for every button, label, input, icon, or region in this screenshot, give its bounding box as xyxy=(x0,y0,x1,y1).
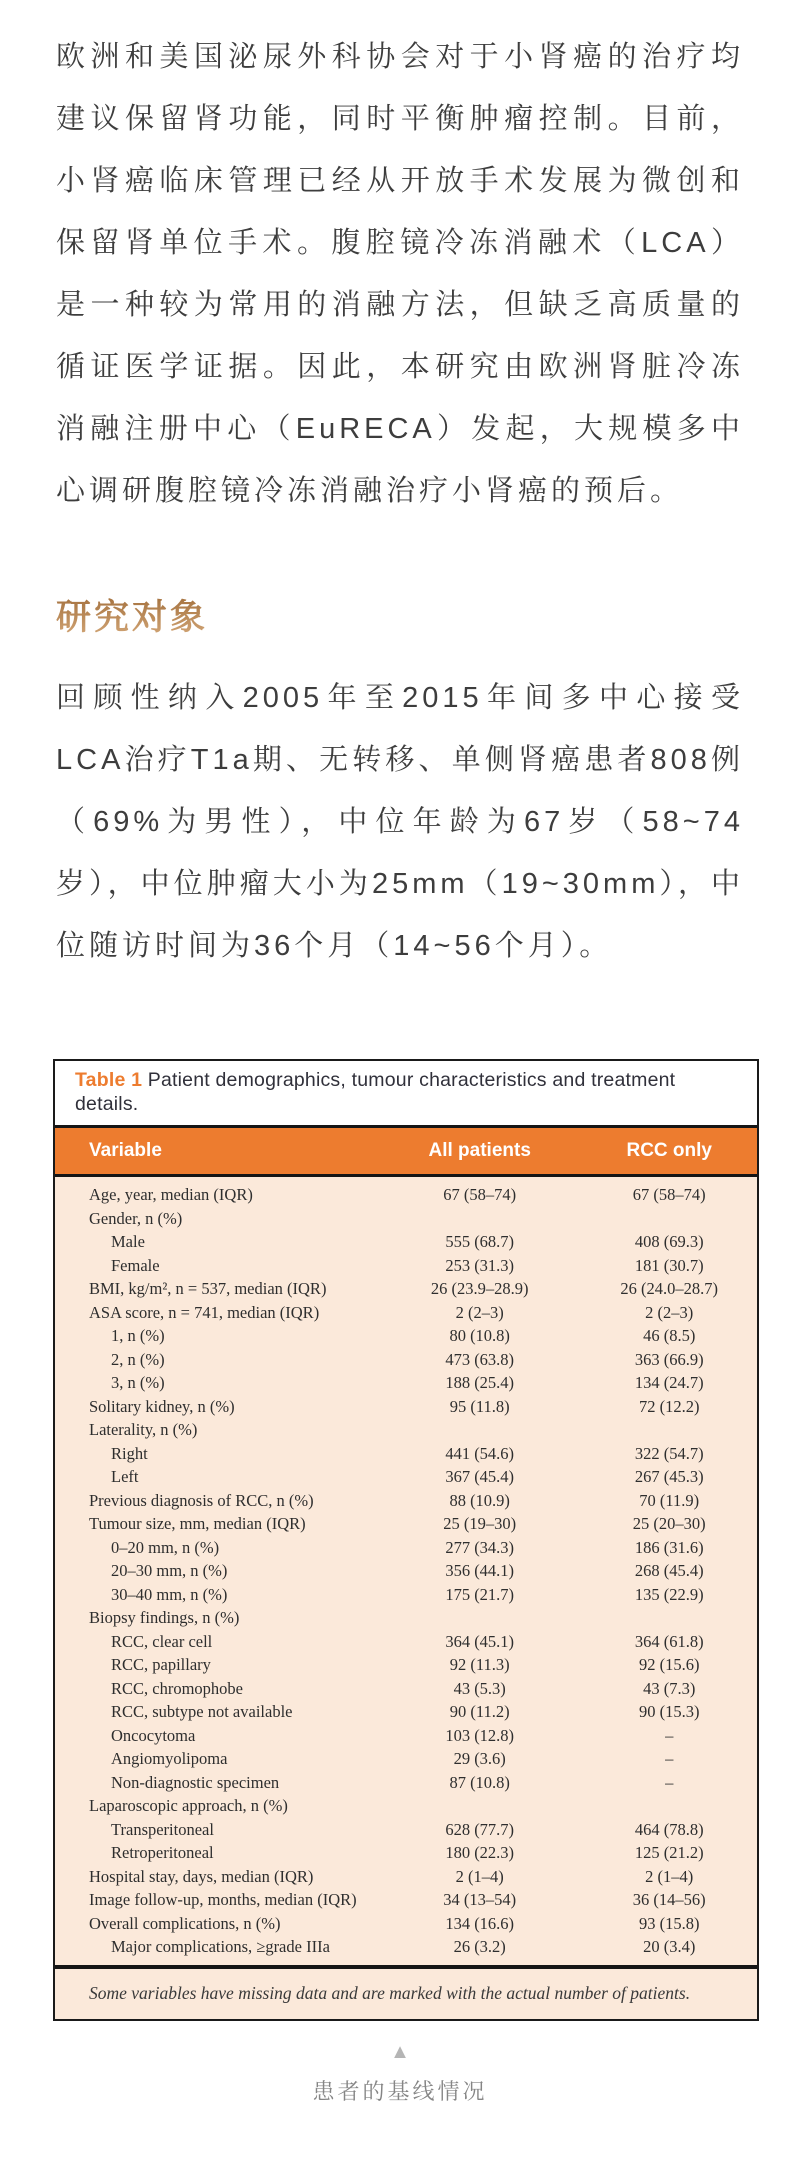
row-value-rcc-only: 25 (20–30) xyxy=(632,1514,706,1533)
row-value-rcc-only: 408 (69.3) xyxy=(634,1232,704,1251)
table1-figure xyxy=(53,1059,759,2021)
row-label: Laparoscopic approach, n (%) xyxy=(89,1796,288,1815)
row-value-all-patients: 95 (11.8) xyxy=(449,1396,510,1416)
row-label: Image follow-up, months, median (IQR) xyxy=(89,1890,357,1909)
row-label: Laterality, n (%) xyxy=(89,1420,198,1439)
table-row xyxy=(55,1418,757,1442)
row-value-all-patients: 628 (77.7) xyxy=(445,1819,515,1839)
table-row xyxy=(55,1301,757,1325)
table-row xyxy=(55,1395,757,1419)
table-row xyxy=(55,1230,757,1254)
row-label: 2, n (%) xyxy=(111,1349,165,1369)
table-row xyxy=(55,1442,757,1466)
row-value-all-patients: 34 (13–54) xyxy=(443,1890,517,1909)
table-footnote: Some variables have missing data and are marked with the actual number of patients. xyxy=(55,1965,757,2019)
column-header-variable: Variable xyxy=(89,1140,162,1161)
arrow-up-icon: ▲ xyxy=(390,2040,410,2063)
row-value-rcc-only: 268 (45.4) xyxy=(634,1561,704,1580)
row-value-all-patients: 555 (68.7) xyxy=(445,1232,515,1251)
table-row xyxy=(55,1818,757,1842)
row-value-rcc-only xyxy=(581,1418,757,1442)
cohort-paragraph: 回顾性纳入2005年至2015年间多中心接受LCA治疗T1a期、无转移、单侧肾癌患者808例（69%为男性），中位年龄为67岁（58~74岁），中位肿瘤大小为25mm（19~30mm），中位随访时间为36个月（14~56个月）。 xyxy=(56,682,744,962)
row-label: Female xyxy=(111,1255,160,1275)
row-label: 20–30 mm, n (%) xyxy=(111,1561,228,1580)
table-row xyxy=(55,1865,757,1889)
row-label: RCC, clear cell xyxy=(111,1631,213,1651)
row-value-rcc-only: 72 (12.2) xyxy=(638,1396,700,1416)
row-value-all-patients: 277 (34.3) xyxy=(445,1537,515,1557)
row-value-rcc-only xyxy=(581,1794,757,1818)
row-label: 3, n (%) xyxy=(111,1373,165,1392)
row-value-all-patients xyxy=(378,1606,582,1630)
row-value-all-patients: 364 (45.1) xyxy=(445,1631,515,1651)
row-value-all-patients: 80 (10.8) xyxy=(449,1326,510,1345)
row-value-all-patients: 188 (25.4) xyxy=(445,1373,515,1392)
row-value-all-patients xyxy=(378,1207,582,1231)
row-value-rcc-only: 2 (2–3) xyxy=(645,1302,694,1322)
row-value-rcc-only: – xyxy=(665,1772,674,1792)
row-label: Age, year, median (IQR) xyxy=(89,1185,253,1204)
row-value-rcc-only: 322 (54.7) xyxy=(634,1443,704,1463)
row-label: 30–40 mm, n (%) xyxy=(111,1584,228,1604)
row-label: Right xyxy=(111,1443,148,1463)
table-row xyxy=(55,1747,757,1771)
table-row xyxy=(55,1606,757,1630)
table-header-row xyxy=(55,1125,757,1177)
table-row xyxy=(55,1583,757,1607)
table-row xyxy=(55,1536,757,1560)
table-row xyxy=(55,1183,757,1207)
figure-caption xyxy=(0,2041,800,2106)
row-value-rcc-only: 43 (7.3) xyxy=(643,1678,696,1698)
row-value-all-patients: 473 (63.8) xyxy=(445,1349,515,1369)
row-label: RCC, subtype not available xyxy=(111,1702,293,1721)
row-value-all-patients: 2 (1–4) xyxy=(455,1866,504,1886)
table-row xyxy=(55,1630,757,1654)
row-value-all-patients: 67 (58–74) xyxy=(443,1185,517,1204)
table-row xyxy=(55,1888,757,1912)
caption-text: 患者的基线情况 xyxy=(312,2078,488,2104)
row-label: Male xyxy=(111,1232,145,1251)
row-value-rcc-only: 26 (24.0–28.7) xyxy=(620,1279,719,1298)
row-value-all-patients: 441 (54.6) xyxy=(445,1443,515,1463)
table-row xyxy=(55,1677,757,1701)
table-row xyxy=(55,1935,757,1959)
row-value-rcc-only: 135 (22.9) xyxy=(634,1584,704,1604)
row-label: Overall complications, n (%) xyxy=(89,1913,281,1933)
row-value-all-patients: 367 (45.4) xyxy=(445,1467,515,1486)
table-row xyxy=(55,1489,757,1513)
row-value-rcc-only: 125 (21.2) xyxy=(634,1843,704,1862)
row-value-rcc-only: 267 (45.3) xyxy=(634,1467,704,1486)
row-label: Gender, n (%) xyxy=(89,1208,183,1228)
table-row xyxy=(55,1465,757,1489)
row-value-all-patients: 92 (11.3) xyxy=(449,1655,510,1674)
row-value-all-patients: 87 (10.8) xyxy=(449,1772,510,1792)
row-value-rcc-only: 20 (3.4) xyxy=(643,1937,696,1956)
table-row xyxy=(55,1324,757,1348)
row-value-all-patients: 43 (5.3) xyxy=(453,1678,506,1698)
column-header-rcc-only: RCC only xyxy=(626,1140,712,1161)
row-label: Previous diagnosis of RCC, n (%) xyxy=(89,1490,314,1510)
row-value-all-patients: 88 (10.9) xyxy=(449,1490,510,1510)
row-value-rcc-only: 181 (30.7) xyxy=(634,1255,704,1275)
row-value-rcc-only: 464 (78.8) xyxy=(634,1819,704,1839)
row-label: ASA score, n = 741, median (IQR) xyxy=(89,1302,320,1322)
table-row xyxy=(55,1559,757,1583)
row-value-all-patients: 180 (22.3) xyxy=(445,1843,515,1862)
row-value-rcc-only: – xyxy=(665,1749,674,1768)
row-label: Transperitoneal xyxy=(111,1819,214,1839)
row-label: 0–20 mm, n (%) xyxy=(111,1537,220,1557)
row-value-rcc-only: 93 (15.8) xyxy=(638,1913,700,1933)
table-body xyxy=(55,1177,757,1965)
table-row xyxy=(55,1371,757,1395)
row-label: Non-diagnostic specimen xyxy=(111,1772,280,1792)
row-value-rcc-only xyxy=(581,1606,757,1630)
row-value-all-patients: 134 (16.6) xyxy=(445,1913,515,1933)
row-label: RCC, chromophobe xyxy=(111,1678,243,1698)
row-value-all-patients: 29 (3.6) xyxy=(453,1749,506,1768)
table-row xyxy=(55,1254,757,1278)
row-value-rcc-only: 92 (15.6) xyxy=(638,1655,700,1674)
table-row xyxy=(55,1724,757,1748)
table-row xyxy=(55,1653,757,1677)
row-value-rcc-only: 2 (1–4) xyxy=(645,1866,694,1886)
section-heading: 研究对象 xyxy=(56,594,744,642)
table-row xyxy=(55,1277,757,1301)
row-label: Hospital stay, days, median (IQR) xyxy=(89,1866,314,1886)
row-value-rcc-only xyxy=(581,1207,757,1231)
row-value-rcc-only: 134 (24.7) xyxy=(634,1373,704,1392)
table-row xyxy=(55,1841,757,1865)
row-value-rcc-only: 186 (31.6) xyxy=(634,1537,704,1557)
row-label: Left xyxy=(111,1467,139,1486)
table-row xyxy=(55,1207,757,1231)
row-label: Solitary kidney, n (%) xyxy=(89,1396,235,1416)
row-value-rcc-only: 36 (14–56) xyxy=(632,1890,706,1909)
row-value-all-patients: 90 (11.2) xyxy=(449,1702,510,1721)
row-label: Biopsy findings, n (%) xyxy=(89,1608,240,1627)
row-value-all-patients: 2 (2–3) xyxy=(455,1302,504,1322)
row-value-rcc-only: 90 (15.3) xyxy=(638,1702,700,1721)
row-label: Angiomyolipoma xyxy=(111,1749,228,1768)
row-value-rcc-only: 363 (66.9) xyxy=(634,1349,704,1369)
row-label: 1, n (%) xyxy=(111,1326,165,1345)
row-label: RCC, papillary xyxy=(111,1655,211,1674)
row-value-rcc-only: 364 (61.8) xyxy=(634,1631,704,1651)
row-value-rcc-only: 46 (8.5) xyxy=(643,1326,696,1345)
table-title xyxy=(55,1061,757,1125)
column-header-all-patients: All patients xyxy=(428,1140,531,1161)
table-row xyxy=(55,1912,757,1936)
row-value-rcc-only: – xyxy=(665,1725,674,1745)
row-value-all-patients: 26 (3.2) xyxy=(453,1937,506,1956)
row-value-all-patients: 26 (23.9–28.9) xyxy=(430,1279,529,1298)
row-value-all-patients: 356 (44.1) xyxy=(445,1561,515,1580)
row-value-rcc-only: 70 (11.9) xyxy=(639,1490,700,1510)
table-title-label: Table 1 xyxy=(75,1069,143,1091)
table-row xyxy=(55,1771,757,1795)
row-value-all-patients xyxy=(378,1418,582,1442)
row-value-rcc-only: 67 (58–74) xyxy=(632,1185,706,1204)
table-row xyxy=(55,1794,757,1818)
row-value-all-patients xyxy=(378,1794,582,1818)
row-label: Tumour size, mm, median (IQR) xyxy=(89,1514,306,1533)
table-row xyxy=(55,1700,757,1724)
row-value-all-patients: 175 (21.7) xyxy=(445,1584,515,1604)
table-row xyxy=(55,1512,757,1536)
row-label: Retroperitoneal xyxy=(111,1843,214,1862)
row-value-all-patients: 103 (12.8) xyxy=(445,1725,515,1745)
row-label: Oncocytoma xyxy=(111,1725,196,1745)
row-value-all-patients: 25 (19–30) xyxy=(443,1514,517,1533)
table-title-text: Patient demographics, tumour characteristics and treatment details. xyxy=(75,1069,676,1115)
row-label: BMI, kg/m², n = 537, median (IQR) xyxy=(89,1279,327,1298)
row-label: Major complications, ≥grade IIIa xyxy=(111,1937,330,1956)
table-row xyxy=(55,1348,757,1372)
row-value-all-patients: 253 (31.3) xyxy=(445,1255,515,1275)
intro-paragraph: 欧洲和美国泌尿外科协会对于小肾癌的治疗均建议保留肾功能，同时平衡肿瘤控制。目前，小肾癌临床管理已经从开放手术发展为微创和保留肾单位手术。腹腔镜冷冻消融术（LCA）是一种较为常用的消融方法，但缺乏高质量的循证医学证据。因此，本研究由欧洲肾脏冷冻消融注册中心（EuRECA）发起，大规模多中心调研腹腔镜冷冻消融治疗小肾癌的预后。 xyxy=(56,41,744,507)
